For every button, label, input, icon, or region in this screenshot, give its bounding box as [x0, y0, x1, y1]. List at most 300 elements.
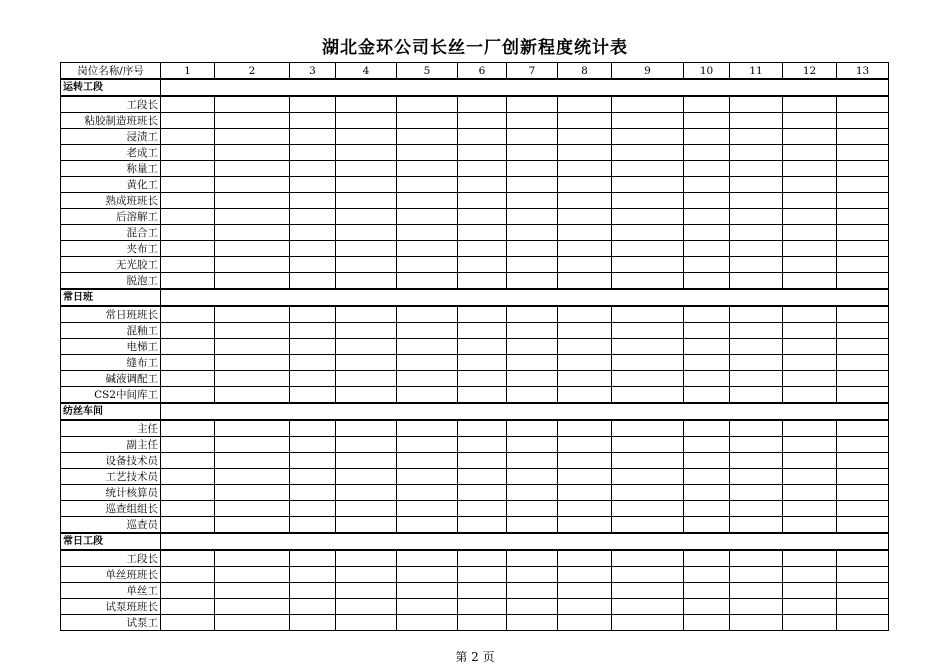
data-cell[interactable]	[837, 177, 889, 193]
data-cell[interactable]	[783, 501, 837, 517]
data-cell[interactable]	[507, 469, 558, 485]
data-cell[interactable]	[458, 420, 507, 437]
data-cell[interactable]	[215, 96, 290, 113]
data-cell[interactable]	[507, 257, 558, 273]
data-cell[interactable]	[612, 387, 684, 404]
data-cell[interactable]	[215, 355, 290, 371]
data-cell[interactable]	[730, 485, 783, 501]
data-cell[interactable]	[612, 501, 684, 517]
data-cell[interactable]	[730, 453, 783, 469]
data-cell[interactable]	[397, 469, 458, 485]
data-cell[interactable]	[458, 209, 507, 225]
data-cell[interactable]	[684, 323, 730, 339]
data-cell[interactable]	[458, 567, 507, 583]
data-cell[interactable]	[397, 550, 458, 567]
data-cell[interactable]	[290, 453, 336, 469]
data-cell[interactable]	[290, 339, 336, 355]
data-cell[interactable]	[612, 161, 684, 177]
data-cell[interactable]	[507, 273, 558, 290]
data-cell[interactable]	[730, 225, 783, 241]
data-cell[interactable]	[558, 437, 612, 453]
data-cell[interactable]	[215, 567, 290, 583]
data-cell[interactable]	[612, 339, 684, 355]
data-cell[interactable]	[290, 161, 336, 177]
data-cell[interactable]	[397, 225, 458, 241]
data-cell[interactable]	[161, 257, 215, 273]
data-cell[interactable]	[336, 517, 397, 534]
data-cell[interactable]	[558, 583, 612, 599]
data-cell[interactable]	[215, 193, 290, 209]
data-cell[interactable]	[290, 615, 336, 631]
data-cell[interactable]	[215, 113, 290, 129]
data-cell[interactable]	[215, 583, 290, 599]
data-cell[interactable]	[336, 453, 397, 469]
data-cell[interactable]	[507, 145, 558, 161]
data-cell[interactable]	[161, 469, 215, 485]
data-cell[interactable]	[684, 225, 730, 241]
data-cell[interactable]	[290, 129, 336, 145]
data-cell[interactable]	[290, 177, 336, 193]
data-cell[interactable]	[783, 437, 837, 453]
data-cell[interactable]	[458, 355, 507, 371]
data-cell[interactable]	[837, 257, 889, 273]
data-cell[interactable]	[336, 209, 397, 225]
data-cell[interactable]	[336, 599, 397, 615]
data-cell[interactable]	[397, 371, 458, 387]
data-cell[interactable]	[612, 241, 684, 257]
data-cell[interactable]	[507, 599, 558, 615]
data-cell[interactable]	[458, 599, 507, 615]
data-cell[interactable]	[684, 469, 730, 485]
data-cell[interactable]	[336, 583, 397, 599]
data-cell[interactable]	[783, 485, 837, 501]
data-cell[interactable]	[783, 306, 837, 323]
data-cell[interactable]	[215, 273, 290, 290]
data-cell[interactable]	[837, 583, 889, 599]
data-cell[interactable]	[684, 615, 730, 631]
data-cell[interactable]	[558, 209, 612, 225]
data-cell[interactable]	[684, 485, 730, 501]
data-cell[interactable]	[612, 469, 684, 485]
data-cell[interactable]	[290, 225, 336, 241]
data-cell[interactable]	[290, 371, 336, 387]
data-cell[interactable]	[215, 177, 290, 193]
data-cell[interactable]	[558, 599, 612, 615]
data-cell[interactable]	[684, 550, 730, 567]
data-cell[interactable]	[612, 273, 684, 290]
data-cell[interactable]	[684, 113, 730, 129]
data-cell[interactable]	[397, 113, 458, 129]
data-cell[interactable]	[290, 113, 336, 129]
data-cell[interactable]	[458, 387, 507, 404]
data-cell[interactable]	[397, 209, 458, 225]
data-cell[interactable]	[290, 437, 336, 453]
data-cell[interactable]	[161, 583, 215, 599]
data-cell[interactable]	[558, 615, 612, 631]
data-cell[interactable]	[215, 599, 290, 615]
data-cell[interactable]	[458, 453, 507, 469]
data-cell[interactable]	[783, 177, 837, 193]
data-cell[interactable]	[215, 306, 290, 323]
data-cell[interactable]	[783, 387, 837, 404]
data-cell[interactable]	[161, 615, 215, 631]
data-cell[interactable]	[397, 599, 458, 615]
data-cell[interactable]	[336, 485, 397, 501]
data-cell[interactable]	[290, 420, 336, 437]
data-cell[interactable]	[558, 225, 612, 241]
data-cell[interactable]	[783, 96, 837, 113]
data-cell[interactable]	[558, 387, 612, 404]
data-cell[interactable]	[730, 161, 783, 177]
data-cell[interactable]	[507, 241, 558, 257]
data-cell[interactable]	[397, 420, 458, 437]
data-cell[interactable]	[161, 225, 215, 241]
data-cell[interactable]	[612, 113, 684, 129]
data-cell[interactable]	[837, 323, 889, 339]
data-cell[interactable]	[458, 273, 507, 290]
data-cell[interactable]	[458, 193, 507, 209]
data-cell[interactable]	[730, 241, 783, 257]
data-cell[interactable]	[507, 306, 558, 323]
data-cell[interactable]	[783, 323, 837, 339]
data-cell[interactable]	[558, 550, 612, 567]
data-cell[interactable]	[290, 96, 336, 113]
data-cell[interactable]	[558, 517, 612, 534]
data-cell[interactable]	[161, 306, 215, 323]
data-cell[interactable]	[397, 485, 458, 501]
data-cell[interactable]	[290, 387, 336, 404]
data-cell[interactable]	[336, 96, 397, 113]
data-cell[interactable]	[558, 113, 612, 129]
data-cell[interactable]	[837, 273, 889, 290]
data-cell[interactable]	[730, 257, 783, 273]
data-cell[interactable]	[336, 257, 397, 273]
data-cell[interactable]	[612, 96, 684, 113]
data-cell[interactable]	[730, 177, 783, 193]
data-cell[interactable]	[684, 599, 730, 615]
data-cell[interactable]	[684, 273, 730, 290]
data-cell[interactable]	[336, 193, 397, 209]
data-cell[interactable]	[458, 161, 507, 177]
data-cell[interactable]	[612, 615, 684, 631]
data-cell[interactable]	[507, 225, 558, 241]
data-cell[interactable]	[161, 420, 215, 437]
data-cell[interactable]	[507, 161, 558, 177]
data-cell[interactable]	[730, 306, 783, 323]
data-cell[interactable]	[612, 485, 684, 501]
data-cell[interactable]	[397, 567, 458, 583]
data-cell[interactable]	[215, 420, 290, 437]
data-cell[interactable]	[397, 355, 458, 371]
data-cell[interactable]	[336, 387, 397, 404]
data-cell[interactable]	[612, 177, 684, 193]
data-cell[interactable]	[730, 517, 783, 534]
data-cell[interactable]	[783, 371, 837, 387]
data-cell[interactable]	[507, 453, 558, 469]
data-cell[interactable]	[730, 371, 783, 387]
data-cell[interactable]	[507, 209, 558, 225]
data-cell[interactable]	[783, 469, 837, 485]
data-cell[interactable]	[783, 517, 837, 534]
data-cell[interactable]	[837, 599, 889, 615]
data-cell[interactable]	[730, 599, 783, 615]
data-cell[interactable]	[558, 96, 612, 113]
data-cell[interactable]	[507, 517, 558, 534]
data-cell[interactable]	[684, 241, 730, 257]
data-cell[interactable]	[730, 501, 783, 517]
data-cell[interactable]	[730, 583, 783, 599]
data-cell[interactable]	[612, 225, 684, 241]
data-cell[interactable]	[783, 583, 837, 599]
data-cell[interactable]	[507, 485, 558, 501]
data-cell[interactable]	[397, 583, 458, 599]
data-cell[interactable]	[215, 485, 290, 501]
data-cell[interactable]	[336, 273, 397, 290]
data-cell[interactable]	[558, 355, 612, 371]
data-cell[interactable]	[397, 339, 458, 355]
data-cell[interactable]	[161, 355, 215, 371]
data-cell[interactable]	[397, 193, 458, 209]
data-cell[interactable]	[458, 485, 507, 501]
data-cell[interactable]	[837, 469, 889, 485]
data-cell[interactable]	[558, 257, 612, 273]
data-cell[interactable]	[684, 209, 730, 225]
data-cell[interactable]	[612, 257, 684, 273]
data-cell[interactable]	[336, 437, 397, 453]
data-cell[interactable]	[161, 96, 215, 113]
data-cell[interactable]	[336, 355, 397, 371]
data-cell[interactable]	[215, 145, 290, 161]
data-cell[interactable]	[336, 177, 397, 193]
data-cell[interactable]	[730, 339, 783, 355]
data-cell[interactable]	[783, 420, 837, 437]
data-cell[interactable]	[161, 161, 215, 177]
data-cell[interactable]	[837, 241, 889, 257]
data-cell[interactable]	[507, 129, 558, 145]
data-cell[interactable]	[507, 387, 558, 404]
data-cell[interactable]	[458, 129, 507, 145]
data-cell[interactable]	[684, 145, 730, 161]
data-cell[interactable]	[612, 420, 684, 437]
data-cell[interactable]	[837, 355, 889, 371]
data-cell[interactable]	[612, 371, 684, 387]
data-cell[interactable]	[215, 161, 290, 177]
data-cell[interactable]	[837, 161, 889, 177]
data-cell[interactable]	[837, 113, 889, 129]
data-cell[interactable]	[290, 323, 336, 339]
data-cell[interactable]	[215, 241, 290, 257]
data-cell[interactable]	[783, 193, 837, 209]
data-cell[interactable]	[612, 517, 684, 534]
data-cell[interactable]	[290, 501, 336, 517]
data-cell[interactable]	[215, 129, 290, 145]
data-cell[interactable]	[684, 517, 730, 534]
data-cell[interactable]	[730, 96, 783, 113]
data-cell[interactable]	[612, 323, 684, 339]
data-cell[interactable]	[458, 517, 507, 534]
data-cell[interactable]	[458, 113, 507, 129]
data-cell[interactable]	[507, 96, 558, 113]
data-cell[interactable]	[397, 387, 458, 404]
data-cell[interactable]	[837, 145, 889, 161]
data-cell[interactable]	[507, 567, 558, 583]
data-cell[interactable]	[783, 225, 837, 241]
data-cell[interactable]	[215, 469, 290, 485]
data-cell[interactable]	[290, 241, 336, 257]
data-cell[interactable]	[730, 469, 783, 485]
data-cell[interactable]	[837, 517, 889, 534]
data-cell[interactable]	[161, 437, 215, 453]
data-cell[interactable]	[161, 339, 215, 355]
data-cell[interactable]	[558, 420, 612, 437]
data-cell[interactable]	[558, 485, 612, 501]
data-cell[interactable]	[507, 355, 558, 371]
data-cell[interactable]	[161, 387, 215, 404]
data-cell[interactable]	[290, 485, 336, 501]
data-cell[interactable]	[336, 615, 397, 631]
data-cell[interactable]	[507, 420, 558, 437]
data-cell[interactable]	[507, 550, 558, 567]
data-cell[interactable]	[290, 355, 336, 371]
data-cell[interactable]	[837, 453, 889, 469]
data-cell[interactable]	[161, 599, 215, 615]
data-cell[interactable]	[397, 129, 458, 145]
data-cell[interactable]	[558, 323, 612, 339]
data-cell[interactable]	[215, 615, 290, 631]
data-cell[interactable]	[558, 306, 612, 323]
data-cell[interactable]	[612, 209, 684, 225]
data-cell[interactable]	[612, 129, 684, 145]
data-cell[interactable]	[161, 209, 215, 225]
data-cell[interactable]	[215, 209, 290, 225]
data-cell[interactable]	[730, 209, 783, 225]
data-cell[interactable]	[290, 599, 336, 615]
data-cell[interactable]	[558, 129, 612, 145]
data-cell[interactable]	[684, 420, 730, 437]
data-cell[interactable]	[458, 96, 507, 113]
data-cell[interactable]	[837, 501, 889, 517]
data-cell[interactable]	[161, 193, 215, 209]
data-cell[interactable]	[161, 273, 215, 290]
data-cell[interactable]	[290, 583, 336, 599]
data-cell[interactable]	[837, 339, 889, 355]
data-cell[interactable]	[161, 371, 215, 387]
data-cell[interactable]	[837, 129, 889, 145]
data-cell[interactable]	[215, 501, 290, 517]
data-cell[interactable]	[558, 193, 612, 209]
data-cell[interactable]	[783, 550, 837, 567]
data-cell[interactable]	[458, 339, 507, 355]
data-cell[interactable]	[397, 177, 458, 193]
data-cell[interactable]	[397, 437, 458, 453]
data-cell[interactable]	[290, 209, 336, 225]
data-cell[interactable]	[397, 161, 458, 177]
data-cell[interactable]	[684, 501, 730, 517]
data-cell[interactable]	[290, 145, 336, 161]
data-cell[interactable]	[290, 567, 336, 583]
data-cell[interactable]	[161, 129, 215, 145]
data-cell[interactable]	[507, 113, 558, 129]
data-cell[interactable]	[458, 241, 507, 257]
data-cell[interactable]	[558, 501, 612, 517]
data-cell[interactable]	[783, 209, 837, 225]
data-cell[interactable]	[336, 113, 397, 129]
data-cell[interactable]	[684, 129, 730, 145]
data-cell[interactable]	[161, 517, 215, 534]
data-cell[interactable]	[783, 355, 837, 371]
data-cell[interactable]	[397, 257, 458, 273]
data-cell[interactable]	[558, 241, 612, 257]
data-cell[interactable]	[783, 273, 837, 290]
data-cell[interactable]	[458, 323, 507, 339]
data-cell[interactable]	[507, 339, 558, 355]
data-cell[interactable]	[684, 96, 730, 113]
data-cell[interactable]	[730, 145, 783, 161]
data-cell[interactable]	[215, 550, 290, 567]
data-cell[interactable]	[161, 453, 215, 469]
data-cell[interactable]	[336, 225, 397, 241]
data-cell[interactable]	[684, 193, 730, 209]
data-cell[interactable]	[397, 615, 458, 631]
data-cell[interactable]	[558, 177, 612, 193]
data-cell[interactable]	[730, 323, 783, 339]
data-cell[interactable]	[290, 273, 336, 290]
data-cell[interactable]	[730, 550, 783, 567]
data-cell[interactable]	[837, 225, 889, 241]
data-cell[interactable]	[684, 339, 730, 355]
data-cell[interactable]	[783, 339, 837, 355]
data-cell[interactable]	[783, 453, 837, 469]
data-cell[interactable]	[507, 583, 558, 599]
data-cell[interactable]	[684, 567, 730, 583]
data-cell[interactable]	[612, 306, 684, 323]
data-cell[interactable]	[612, 145, 684, 161]
data-cell[interactable]	[730, 355, 783, 371]
data-cell[interactable]	[458, 437, 507, 453]
data-cell[interactable]	[684, 257, 730, 273]
data-cell[interactable]	[458, 257, 507, 273]
data-cell[interactable]	[397, 323, 458, 339]
data-cell[interactable]	[458, 306, 507, 323]
data-cell[interactable]	[558, 145, 612, 161]
data-cell[interactable]	[684, 437, 730, 453]
data-cell[interactable]	[215, 453, 290, 469]
data-cell[interactable]	[507, 437, 558, 453]
data-cell[interactable]	[783, 113, 837, 129]
data-cell[interactable]	[612, 437, 684, 453]
data-cell[interactable]	[336, 420, 397, 437]
data-cell[interactable]	[558, 161, 612, 177]
data-cell[interactable]	[458, 501, 507, 517]
data-cell[interactable]	[458, 177, 507, 193]
data-cell[interactable]	[397, 96, 458, 113]
data-cell[interactable]	[837, 306, 889, 323]
data-cell[interactable]	[837, 437, 889, 453]
data-cell[interactable]	[336, 469, 397, 485]
data-cell[interactable]	[507, 371, 558, 387]
data-cell[interactable]	[730, 437, 783, 453]
data-cell[interactable]	[558, 453, 612, 469]
data-cell[interactable]	[837, 420, 889, 437]
data-cell[interactable]	[837, 387, 889, 404]
data-cell[interactable]	[336, 567, 397, 583]
data-cell[interactable]	[290, 550, 336, 567]
data-cell[interactable]	[783, 257, 837, 273]
data-cell[interactable]	[684, 453, 730, 469]
data-cell[interactable]	[837, 209, 889, 225]
data-cell[interactable]	[558, 469, 612, 485]
data-cell[interactable]	[612, 550, 684, 567]
